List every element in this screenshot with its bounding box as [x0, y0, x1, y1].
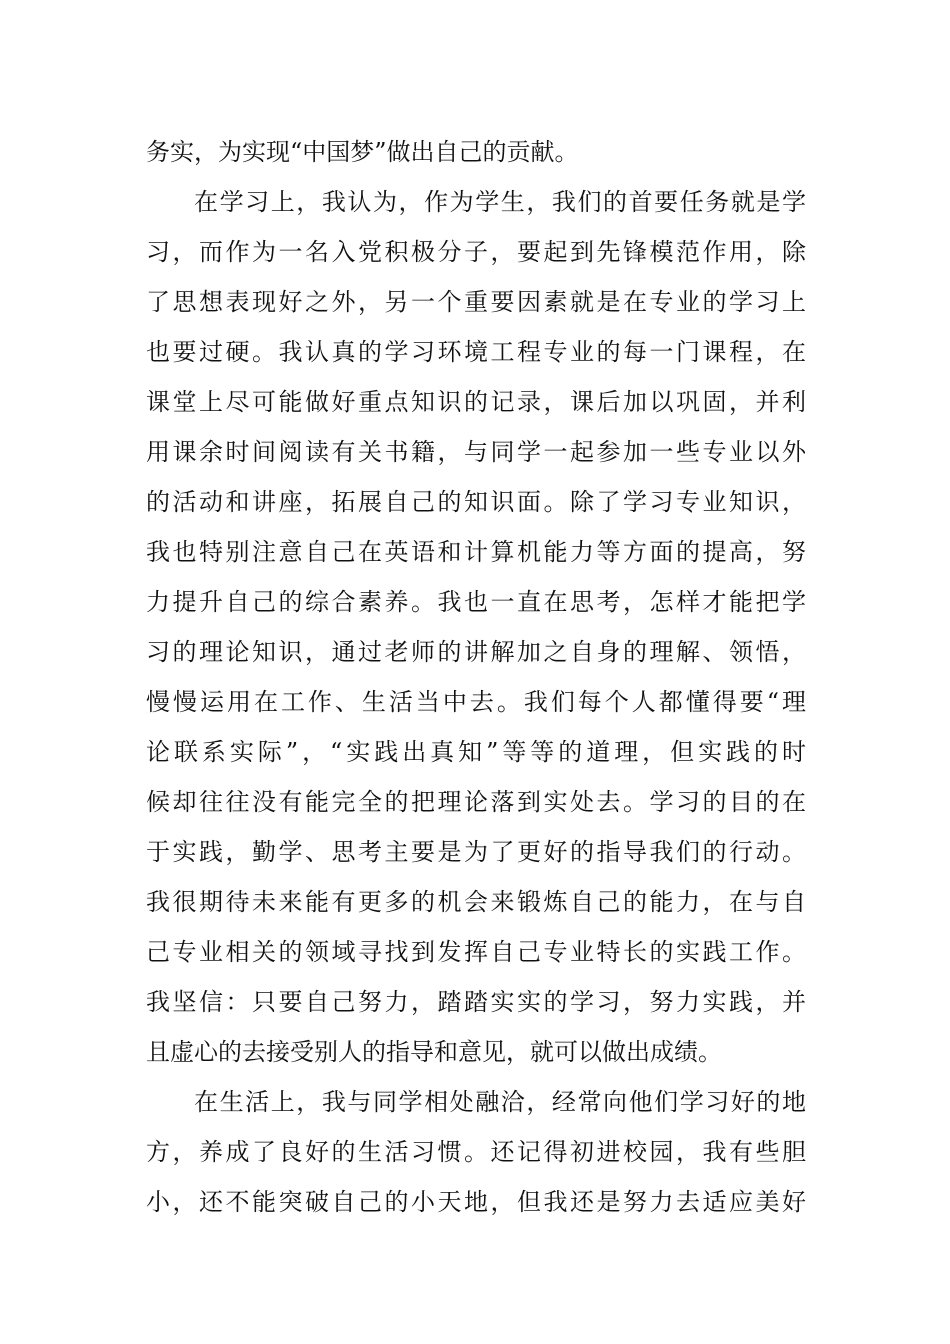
text-line-19: 且虚心的去接受别人的指导和意见，就可以做出成绩。	[146, 1038, 722, 1066]
text-line-16: 我很期待未来能有更多的机会来锻炼自己的能力，在与自	[146, 888, 806, 916]
text-line-21: 方，养成了良好的生活习惯。还记得初进校园，我有些胆	[146, 1138, 806, 1166]
text-line-5: 也要过硬。我认真的学习环境工程专业的每一门课程，在	[146, 338, 806, 366]
text-line-10: 力提升自己的综合素养。我也一直在思考，怎样才能把学	[146, 588, 806, 616]
text-line-14: 候却往往没有能完全的把理论落到实处去。学习的目的在	[146, 788, 806, 816]
text-line-13: 论联系实际”，“实践出真知”等等的道理，但实践的时	[146, 738, 806, 766]
text-line-12: 慢慢运用在工作、生活当中去。我们每个人都懂得要“理	[146, 688, 806, 716]
text-line-11: 习的理论知识，通过老师的讲解加之自身的理解、领悟，	[146, 638, 806, 666]
text-line-4: 了思想表现好之外，另一个重要因素就是在专业的学习上	[146, 288, 806, 316]
body-text	[146, 127, 806, 1227]
text-line-3: 习，而作为一名入党积极分子，要起到先锋模范作用，除	[146, 238, 806, 266]
text-line-22: 小，还不能突破自己的小天地，但我还是努力去适应美好	[146, 1188, 806, 1216]
text-line-17: 己专业相关的领域寻找到发挥自己专业特长的实践工作。	[146, 938, 806, 966]
text-line-18: 我坚信：只要自己努力，踏踏实实的学习，努力实践，并	[146, 988, 806, 1016]
text-line-1: 务实，为实现“中国梦”做出自己的贡献。	[146, 138, 579, 166]
text-line-8: 的活动和讲座，拓展自己的知识面。除了学习专业知识，	[146, 488, 806, 516]
paragraph-study-line-1: 在学习上，我认为，作为学生，我们的首要任务就是学	[194, 188, 806, 216]
text-line-9: 我也特别注意自己在英语和计算机能力等方面的提高，努	[146, 538, 806, 566]
text-line-6: 课堂上尽可能做好重点知识的记录，课后加以巩固，并利	[146, 388, 806, 416]
text-line-15: 于实践，勤学、思考主要是为了更好的指导我们的行动。	[146, 838, 806, 866]
text-line-7: 用课余时间阅读有关书籍，与同学一起参加一些专业以外	[146, 438, 806, 466]
paragraph-life-line-1: 在生活上，我与同学相处融洽，经常向他们学习好的地	[194, 1088, 806, 1116]
